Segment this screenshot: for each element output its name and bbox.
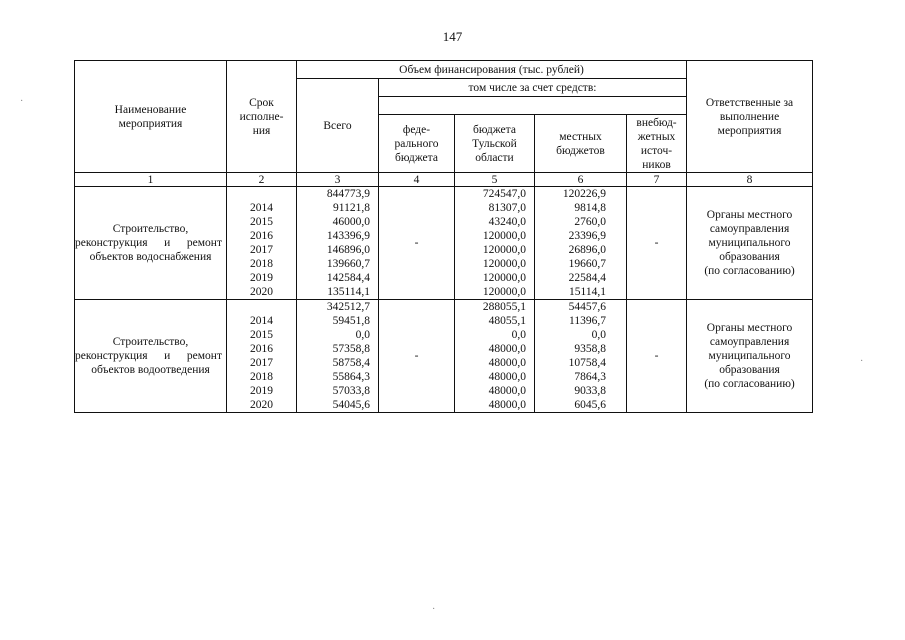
header-regional: бюджета Тульской области xyxy=(455,115,535,173)
scan-speck: · xyxy=(20,96,24,107)
header-responsible: Ответственные за выполнение мероприятия xyxy=(687,61,813,173)
federal-cell: - xyxy=(379,187,455,300)
col-number: 7 xyxy=(627,173,687,187)
table-row xyxy=(75,187,813,300)
col-number: 5 xyxy=(455,173,535,187)
local-cell: 120226,9 9814,8 2760,0 23396,9 26896,0 19660,7 22584,4 15114,1 xyxy=(535,187,627,300)
total-cell: 844773,9 91121,8 46000,0 143396,9 146896,0 139660,7 142584,4 135114,1 xyxy=(297,187,379,300)
header-including: том числе за счет средств: xyxy=(379,79,687,97)
table-row xyxy=(75,300,813,413)
header-local: местных бюджетов xyxy=(535,115,627,173)
total-cell: 342512,7 59451,8 0,0 57358,8 58758,4 55864,3 57033,8 54045,6 xyxy=(297,300,379,413)
header-extra: внебюд- жетных источ- ников xyxy=(627,115,687,173)
header-name: Наименование мероприятия xyxy=(75,61,227,173)
responsible-cell: Органы местного самоуправления муниципального образования (по согласованию) xyxy=(687,300,813,413)
header-blank-row xyxy=(379,97,687,115)
regional-cell: 724547,0 81307,0 43240,0 120000,0 120000,0 120000,0 120000,0 120000,0 xyxy=(455,187,535,300)
years-cell: 2014 2015 2016 2017 2018 2019 2020 xyxy=(227,187,297,300)
col-number: 6 xyxy=(535,173,627,187)
years-cell: 2014 2015 2016 2017 2018 2019 2020 xyxy=(227,300,297,413)
header-term: Срок исполне- ния xyxy=(227,61,297,173)
financing-table xyxy=(74,60,813,413)
header-funding-volume: Объем финансирования (тыс. рублей) xyxy=(297,61,687,79)
local-cell: 54457,6 11396,7 0,0 9358,8 10758,4 7864,3 9033,8 6045,6 xyxy=(535,300,627,413)
responsible-cell: Органы местного самоуправления муниципального образования (по согласованию) xyxy=(687,187,813,300)
col-number: 8 xyxy=(687,173,813,187)
measure-name: Строительство, реконструкция и ремонт объектов водоснабжения xyxy=(75,187,227,300)
federal-cell: - xyxy=(379,300,455,413)
col-number: 2 xyxy=(227,173,297,187)
col-number: 4 xyxy=(379,173,455,187)
header-total: Всего xyxy=(297,79,379,173)
regional-cell: 288055,1 48055,1 0,0 48000,0 48000,0 48000,0 48000,0 48000,0 xyxy=(455,300,535,413)
scan-speck: · xyxy=(432,604,436,615)
header-federal: феде- рального бюджета xyxy=(379,115,455,173)
page-number: 147 xyxy=(442,29,463,44)
measure-name: Строительство, реконструкция и ремонт объектов водоотведения xyxy=(75,300,227,413)
col-number: 1 xyxy=(75,173,227,187)
extra-cell: - xyxy=(627,300,687,413)
col-number: 3 xyxy=(297,173,379,187)
scan-speck: · xyxy=(860,356,864,367)
extra-cell: - xyxy=(627,187,687,300)
